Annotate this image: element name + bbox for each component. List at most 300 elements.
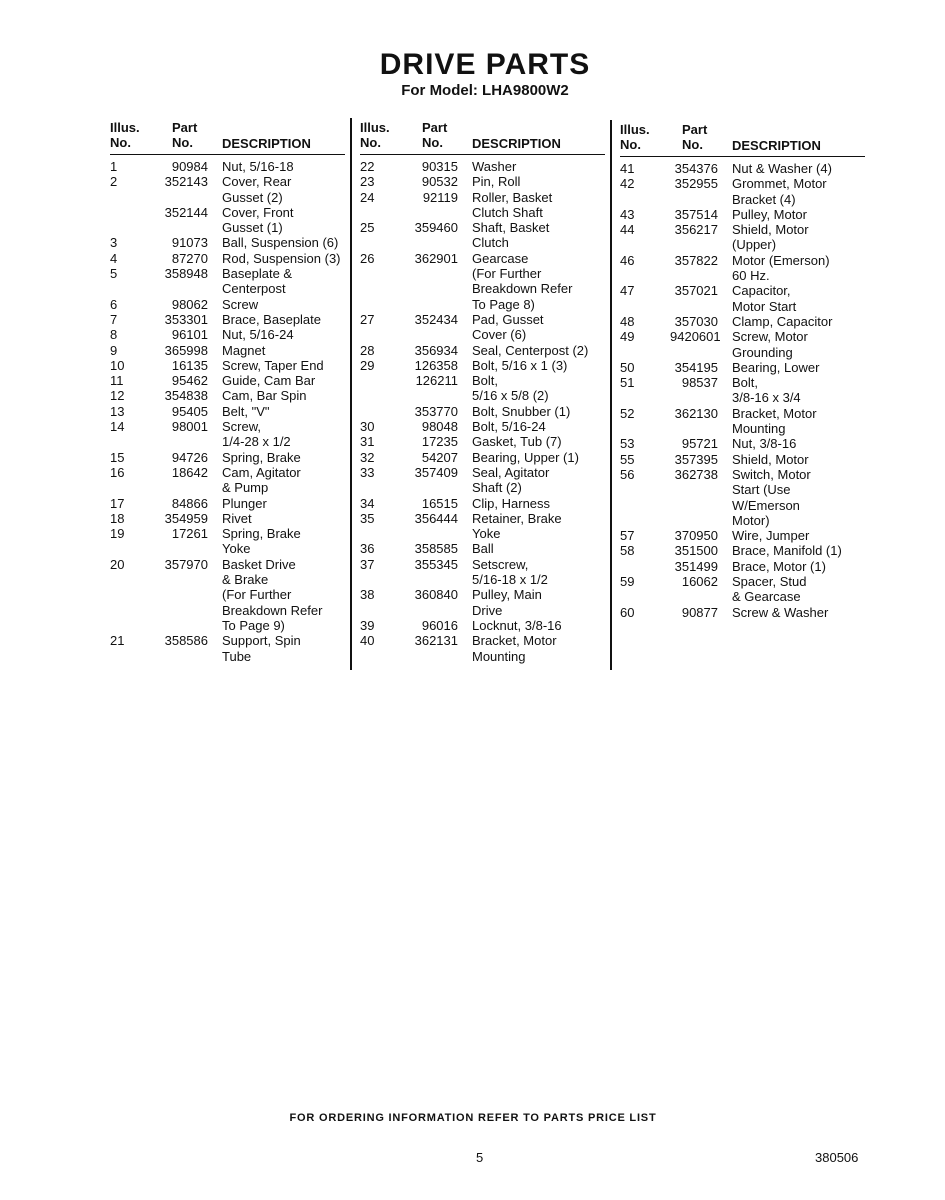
part-number: 352434 [414,311,458,327]
part-number: 354959 [164,510,208,526]
part-number: 351499 [674,558,718,574]
description-line: Breakdown Refer [472,281,573,297]
description-line: Brace, Baseplate [222,311,322,327]
part-description [732,176,827,207]
header-illus-line2: No. [620,137,641,152]
header-illus-line2: No. [360,135,381,150]
illus-number: 49 [620,329,635,345]
description-line: Baseplate & [222,266,293,282]
part-number: 87270 [171,250,208,266]
header-part-no [172,120,197,150]
illus-number: 50 [620,359,635,375]
part-description [472,373,549,404]
part-description [732,375,801,406]
table-row [620,406,865,437]
part-description [732,528,809,543]
part-number: 16135 [171,357,208,373]
header-part-line1: Part [172,120,198,135]
part-description [472,434,562,449]
description-line: 1/4-28 x 1/2 [222,434,291,450]
table-row [360,541,605,556]
illus-number: 22 [360,159,375,174]
illus-number: 29 [360,357,375,373]
table-row [620,436,865,451]
illus-number: 2 [110,174,118,190]
description-line: Washer [472,159,517,174]
part-description [732,161,832,176]
part-description [472,358,567,373]
part-description [472,633,557,664]
description-line: Cam, Agitator [222,464,301,480]
description-line: Bolt, Snubber (1) [472,403,571,419]
table-row [110,450,345,465]
part-number: 126211 [415,373,458,389]
table-row [620,222,865,253]
ordering-note: FOR ORDERING INFORMATION REFER TO PARTS PRICE LIST [289,1112,657,1124]
part-number: 352144 [164,204,208,220]
part-description [732,436,796,451]
part-description [472,159,516,174]
header-illus-no [110,120,140,150]
part-number: 362738 [674,466,718,482]
illus-number: 42 [620,176,635,192]
table-row [620,559,865,574]
illus-number [360,404,410,419]
description-line: Breakdown Refer [222,602,323,618]
description-line: Magnet [222,342,266,358]
part-number: 96101 [171,327,208,343]
illus-number: 41 [620,161,635,176]
part-number: 358585 [414,541,458,557]
description-line: Pulley, Motor [732,206,807,222]
part-number: 365998 [164,342,208,358]
table-row [110,205,345,236]
table-row [360,174,605,189]
description-line: Pin, Roll [472,174,521,190]
description-line: Bolt, 5/16-24 [472,419,546,435]
description-line: Clutch Shaft [472,204,543,220]
header-illus-line1: Illus. [110,120,140,135]
header-part-no [422,120,447,150]
description-line: Screw, [222,419,262,435]
description-line: Cover (6) [472,327,527,343]
part-number: 98062 [171,296,208,312]
illus-number [620,559,670,574]
part-number: 98537 [681,375,718,391]
description-line: Switch, Motor [732,466,811,482]
part-number: 352955 [674,176,718,192]
table-row [620,605,865,620]
illus-number: 57 [620,528,635,544]
description-line: Nut, 5/16-18 [222,159,294,174]
illus-number: 10 [110,357,125,373]
header-part-line1: Part [422,120,448,135]
table-row [620,161,865,176]
illus-number: 20 [110,556,125,572]
description-line: (For Further [222,587,292,603]
description-line: Rivet [222,510,252,526]
table-row [110,266,345,297]
table-header [620,122,865,157]
description-line: Shaft (2) [472,480,522,496]
table-row [110,419,345,450]
table-row [110,404,345,419]
illus-number: 13 [110,403,125,419]
part-description [222,174,291,205]
table-row [620,528,865,543]
part-number: 98048 [421,419,458,435]
part-number: 92119 [422,189,458,205]
description-line: W/Emerson [732,497,800,513]
description-line: Shield, Motor [732,451,809,467]
description-line: Bearing, Upper (1) [472,449,579,465]
illus-number: 31 [360,434,375,450]
table-row [360,404,605,419]
description-line: Plunger [222,495,267,511]
column-divider [350,118,352,670]
part-number: 17261 [171,526,208,542]
description-line: Screw & Washer [732,604,829,620]
description-line: Bracket (4) [732,191,796,207]
table-row [620,283,865,314]
illus-number: 36 [360,541,375,557]
illus-number: 11 [110,373,124,389]
table-row [620,574,865,605]
illus-number: 19 [110,526,125,542]
part-description [732,253,830,284]
description-line: Pulley, Main [472,587,542,603]
part-description [222,327,294,342]
table-row [360,190,605,221]
part-number: 354195 [674,359,718,375]
part-description [732,329,808,360]
part-number: 370950 [674,528,718,544]
description-line: Clip, Harness [472,495,551,511]
part-number: 357409 [414,464,458,480]
description-line: Guide, Cam Bar [222,373,316,389]
part-description [472,220,549,251]
illus-number: 59 [620,574,635,590]
illus-number: 21 [110,633,125,649]
table-row [360,557,605,588]
description-line: Gearcase [472,250,529,266]
part-description [472,465,549,496]
part-number: 16515 [421,495,458,511]
part-description [472,419,546,434]
description-line: Spring, Brake [222,449,301,465]
illus-number: 40 [360,633,375,649]
table-row [110,465,345,496]
part-number: 95721 [681,436,718,452]
part-number: 84866 [171,495,208,511]
description-line: Start (Use [732,482,791,498]
description-line: Yoke [222,541,251,557]
table-row [360,220,605,251]
part-description [222,373,315,388]
part-description [732,543,842,558]
description-line: Seal, Centerpost (2) [472,342,589,358]
table-row [620,329,865,360]
illus-number: 44 [620,222,635,238]
part-number: 90877 [681,604,718,620]
description-line: Cover, Front [222,204,294,220]
illus-number: 17 [110,495,125,511]
table-row [620,452,865,467]
part-number: 357021 [674,283,718,299]
description-line: Belt, "V" [222,403,270,419]
part-number: 18642 [171,464,208,480]
header-part-line2: No. [172,135,193,150]
table-row [360,496,605,511]
description-line: 5/16 x 5/8 (2) [472,388,549,404]
description-line: Grounding [732,344,793,360]
table-row [110,235,345,250]
illus-number: 30 [360,419,375,435]
description-line: Tube [222,648,252,664]
description-line: Spacer, Stud [732,574,807,590]
table-row [360,419,605,434]
parts-column [110,120,345,664]
part-description [222,450,301,465]
description-line: Bolt, 5/16 x 1 (3) [472,357,568,373]
table-row [360,373,605,404]
description-line: & Brake [222,572,269,588]
part-number: 94726 [171,449,208,465]
part-description [472,557,548,588]
description-line: (For Further [472,266,542,282]
part-description [222,388,307,403]
table-row [110,343,345,358]
table-header [110,120,345,155]
table-row [620,207,865,222]
description-line: Yoke [472,526,501,542]
illus-number: 12 [110,388,125,404]
part-number: 354838 [164,388,208,404]
table-row [110,496,345,511]
part-description [222,343,265,358]
part-number: 90315 [421,159,458,174]
part-number: 126358 [414,357,458,373]
table-row [620,360,865,375]
illus-number: 47 [620,283,635,299]
description-line: Ball [472,541,494,557]
part-number: 362901 [414,250,458,266]
description-line: Roller, Basket [472,189,553,205]
page-title: DRIVE PARTS [379,48,591,81]
description-line: Nut & Washer (4) [732,161,832,176]
part-description [732,283,796,314]
description-line: Wire, Jumper [732,528,810,544]
table-row [110,312,345,327]
part-number: 360840 [414,587,458,603]
parts-list [620,157,865,620]
illus-number: 9 [110,342,118,358]
document-number: 380506 [815,1150,859,1165]
description-line: Screw, Taper End [222,357,324,373]
illus-number: 33 [360,464,375,480]
table-header [360,120,605,155]
description-line: Grommet, Motor [732,176,827,192]
part-number: 357030 [674,313,718,329]
description-line: To Page 9) [222,617,285,633]
part-number: 355345 [414,556,458,572]
illus-number: 43 [620,206,635,222]
description-line: Gusset (2) [222,189,283,205]
part-number: 356444 [414,510,458,526]
part-number: 95405 [171,403,208,419]
model-subtitle: For Model: LHA9800W2 [401,82,569,99]
illus-number: 39 [360,617,375,633]
table-row [110,388,345,403]
header-part-line2: No. [682,137,703,152]
description-line: Capacitor, [732,283,791,299]
description-line: Bearing, Lower [732,359,820,375]
illus-number: 32 [360,449,375,465]
part-description [472,511,562,542]
table-row [620,253,865,284]
part-description [222,251,341,266]
description-line: Clamp, Capacitor [732,313,833,329]
parts-column [360,120,605,664]
description-line: To Page 8) [472,296,535,312]
description-line: Shield, Motor [732,222,809,238]
description-line: Pad, Gusset [472,311,544,327]
illus-number: 3 [110,235,118,251]
description-line: Nut, 3/8-16 [732,436,797,452]
part-description [472,174,520,189]
description-line: Bracket, Motor [732,405,817,421]
illus-number: 25 [360,220,375,236]
part-number: 357970 [164,556,208,572]
description-line: Screw, Motor [732,329,808,345]
part-description [732,605,828,620]
header-illus-line1: Illus. [360,120,390,135]
table-row [620,314,865,329]
part-number: 356934 [414,342,458,358]
description-line: Setscrew, [472,556,529,572]
table-row [360,450,605,465]
description-line: (Upper) [732,237,777,253]
illus-number: 34 [360,495,375,511]
part-number: 90984 [171,159,208,174]
illus-number: 53 [620,436,635,452]
page-number: 5 [476,1150,484,1165]
part-number: 351500 [674,543,718,559]
table-row [110,251,345,266]
part-description [732,222,809,253]
illus-number: 16 [110,464,125,480]
part-description [222,465,301,496]
illus-number: 7 [110,311,118,327]
table-row [110,358,345,373]
part-description [472,618,562,633]
table-row [110,633,345,664]
part-number: 353770 [414,403,458,419]
parts-list [110,155,345,664]
illus-number: 5 [110,266,118,282]
illus-number: 6 [110,296,118,312]
header-description: DESCRIPTION [222,136,311,151]
description-line: Clutch [472,235,509,251]
part-number: 362131 [414,633,458,649]
description-line: Nut, 5/16-24 [222,327,294,343]
description-line: Mounting [732,421,786,437]
illus-number: 14 [110,419,125,435]
part-number: 356217 [674,222,718,238]
part-description [472,541,494,556]
description-line: Spring, Brake [222,526,301,542]
description-line: Locknut, 3/8-16 [472,617,562,633]
illus-number: 23 [360,174,375,190]
description-line: Seal, Agitator [472,464,550,480]
header-part-no [682,122,707,152]
description-line: 60 Hz. [732,268,770,284]
part-number: 353301 [164,311,208,327]
part-description [732,559,826,574]
illus-number: 46 [620,252,635,268]
part-number: 90532 [421,174,458,190]
table-row [360,312,605,343]
description-line: Brace, Motor (1) [732,558,826,574]
description-line: Gusset (1) [222,220,283,236]
illus-number: 60 [620,604,635,620]
description-line: Rod, Suspension (3) [222,250,341,266]
part-description [472,343,588,358]
description-line: Screw [222,296,259,312]
part-number: 95462 [171,373,208,389]
description-line: Cam, Bar Spin [222,388,307,404]
part-number: 17235 [421,434,458,450]
table-row [110,327,345,342]
column-divider [610,120,612,670]
part-number: 359460 [414,220,458,236]
description-line: 3/8-16 x 3/4 [732,390,801,406]
description-line: Support, Spin [222,633,301,649]
illus-number: 48 [620,313,635,329]
table-row [620,375,865,406]
description-line: & Gearcase [732,589,801,605]
illus-number: 15 [110,449,125,465]
description-line: Retainer, Brake [472,510,562,526]
part-description [732,207,807,222]
table-row [360,434,605,449]
part-description [222,312,321,327]
table-row [620,543,865,558]
description-line: Drive [472,602,503,618]
illus-number: 51 [620,375,635,391]
table-row [360,511,605,542]
part-description [222,297,258,312]
description-line: Motor) [732,512,770,528]
part-number: 362130 [674,405,718,421]
table-row [110,159,345,174]
part-description [222,633,301,664]
part-description [222,266,292,297]
part-description [222,496,267,511]
part-description [732,452,809,467]
part-number: 357822 [674,252,718,268]
part-number: 357395 [674,451,718,467]
illus-number: 55 [620,451,635,467]
header-illus-no [360,120,390,150]
part-description [222,511,252,526]
header-illus-no [620,122,650,152]
illus-number: 8 [110,327,118,343]
illus-number: 27 [360,311,375,327]
header-illus-line1: Illus. [620,122,650,137]
illus-number: 24 [360,189,375,205]
description-line: Shaft, Basket [472,220,550,236]
